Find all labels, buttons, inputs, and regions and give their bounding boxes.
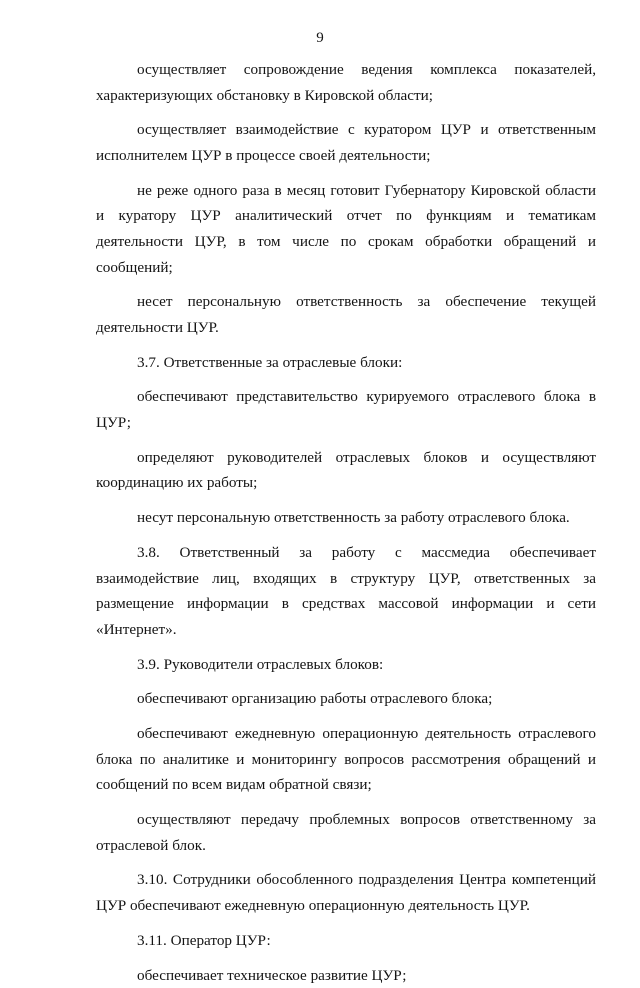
paragraph: обеспечивают организацию работы отраслевого блока; — [137, 690, 493, 708]
section-heading: 3.11. Оператор ЦУР: — [137, 931, 271, 949]
paragraph: несет персональную ответственность за обеспечение текущей деятельности ЦУР. — [96, 293, 596, 336]
document-body — [96, 57, 596, 988]
paragraph: осуществляет взаимодействие с куратором ЦУР и ответственным исполнителем ЦУР в процессе своей деятельности; — [96, 121, 596, 164]
page-number: 9 — [316, 30, 324, 46]
paragraph: 3.8. Ответственный за работу с массмедиа обеспечивает взаимодействие лиц, входящих в структуру ЦУР, ответственных за размещение информации в средствах массовой информации и сети «Интернет». — [96, 544, 596, 638]
paragraph: не реже одного раза в месяц готовит Губернатору Кировской области и куратору ЦУР аналитический отчет по функциям и тематикам деятельности ЦУР, в том числе по срокам обработки обращений и сообщений; — [96, 181, 596, 276]
paragraph: несут персональную ответственность за работу отраслевого блока. — [137, 509, 570, 527]
paragraph: определяют руководителей отраслевых блоков и осуществляют координацию их работы; — [96, 448, 596, 492]
paragraph: обеспечивают ежедневную операционную деятельность отраслевого блока по аналитике и мониторингу вопросов рассмотрения обращений и сообщений по всем видам обратной связи; — [96, 725, 596, 794]
paragraph: осуществляют передачу проблемных вопросов ответственному за отраслевой блок. — [96, 811, 596, 854]
section-heading: 3.9. Руководители отраслевых блоков: — [137, 655, 384, 673]
paragraph: обеспечивают представительство курируемого отраслевого блока в ЦУР; — [96, 388, 596, 432]
section-heading: 3.7. Ответственные за отраслевые блоки: — [137, 353, 403, 371]
paragraph: осуществляет сопровождение ведения комплекса показателей, характеризующих обстановку в Кировской области; — [96, 61, 596, 104]
paragraph: 3.10. Сотрудники обособленного подразделения Центра компетенций ЦУР обеспечивают ежедневную операционную деятельность ЦУР. — [96, 871, 596, 915]
paragraph: обеспечивает техническое развитие ЦУР; — [137, 966, 407, 984]
